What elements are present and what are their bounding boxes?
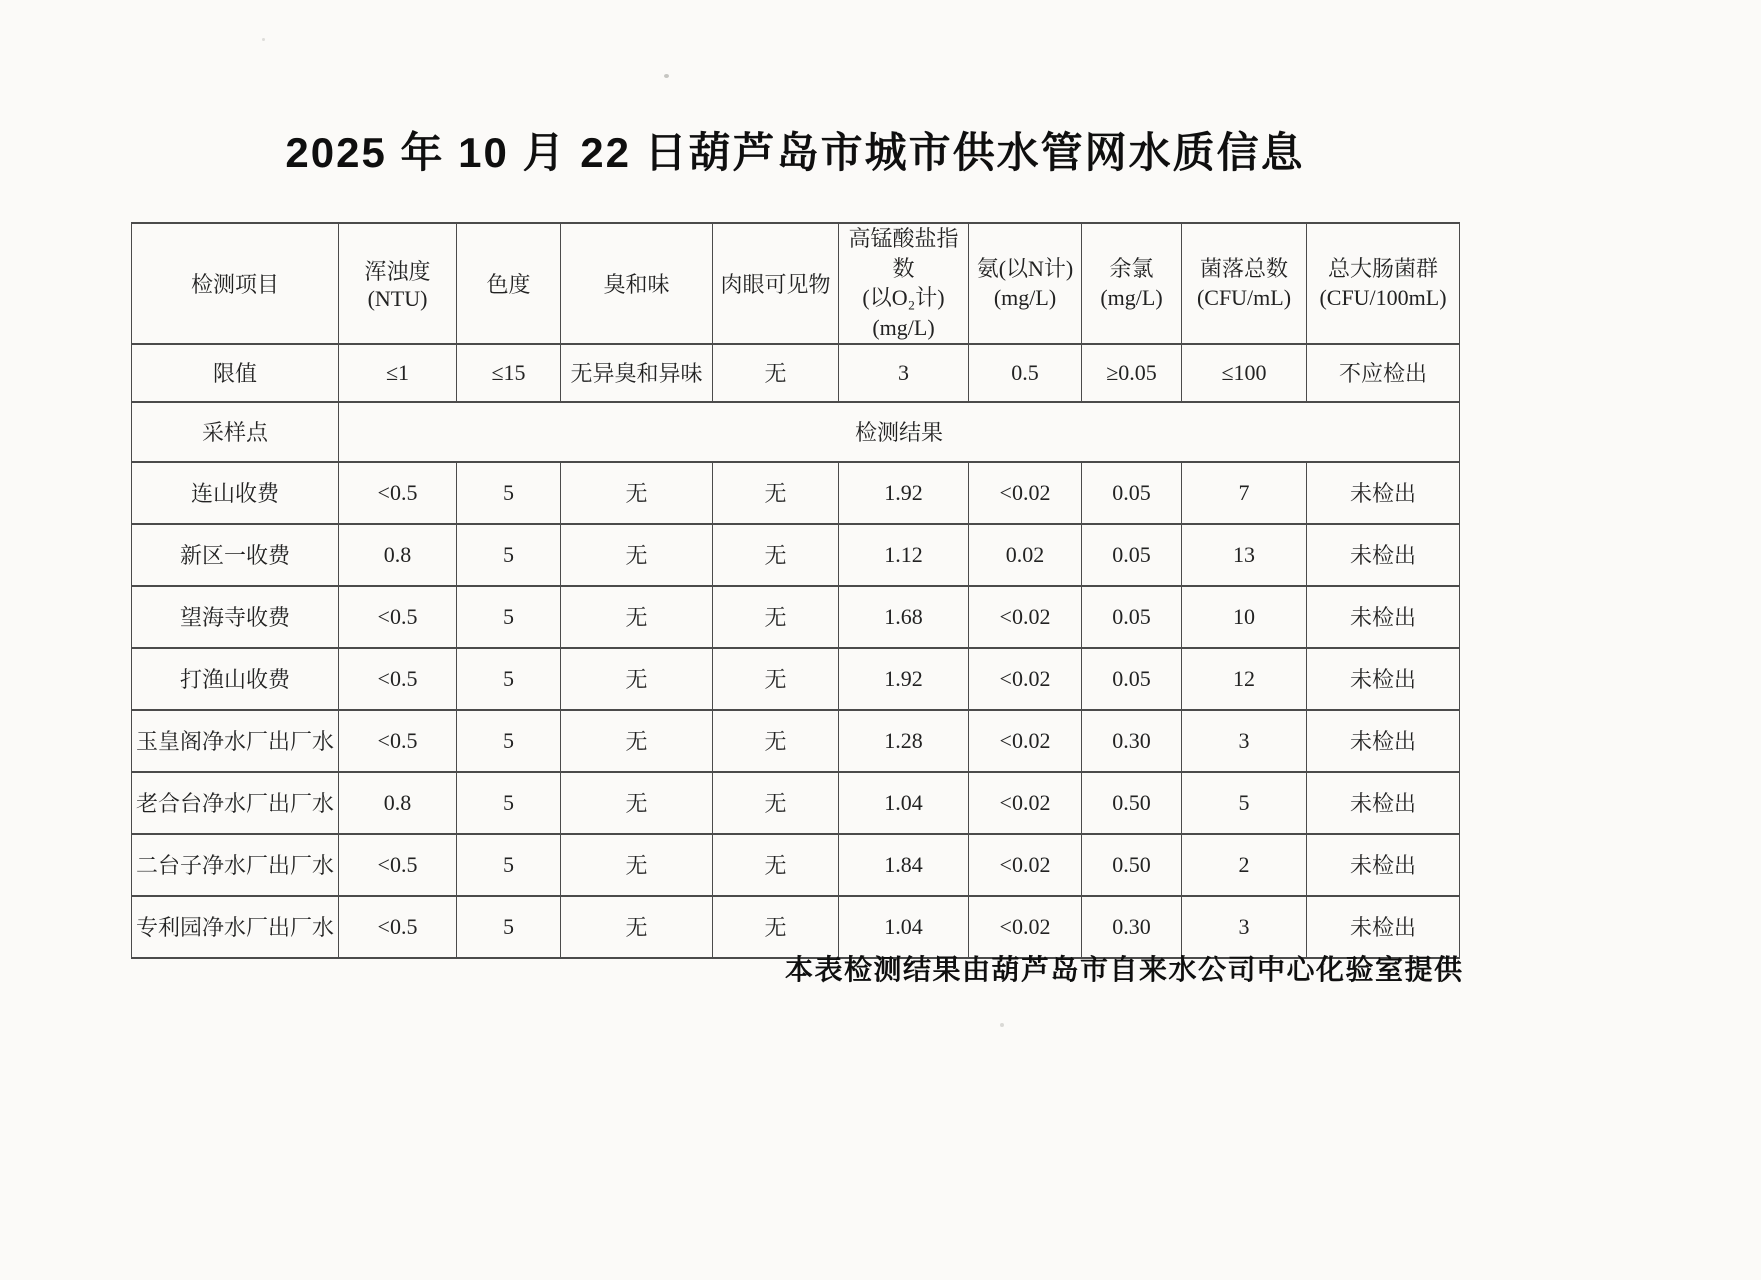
value-cell: 5	[457, 772, 561, 834]
value-cell: 0.8	[339, 772, 457, 834]
value-cell: 无	[713, 710, 839, 772]
value-cell: <0.02	[969, 462, 1082, 524]
result-label: 检测结果	[339, 402, 1460, 462]
header-cell-item: 检测项目	[132, 223, 339, 344]
value-cell: 无	[713, 772, 839, 834]
value-cell: 无	[561, 586, 713, 648]
value-cell: 无	[713, 586, 839, 648]
value-cell: <0.02	[969, 834, 1082, 896]
table-row	[132, 834, 1460, 896]
header-cell-colony: 菌落总数 (CFU/mL)	[1182, 223, 1307, 344]
sample-point-row	[132, 402, 1460, 462]
value-cell: <0.5	[339, 586, 457, 648]
limit-cell: ≤1	[339, 344, 457, 402]
site-cell: 二台子净水厂出厂水	[132, 834, 339, 896]
table-row	[132, 648, 1460, 710]
value-cell: 无	[561, 524, 713, 586]
value-cell: 0.30	[1082, 896, 1182, 958]
value-cell: 1.04	[839, 896, 969, 958]
header-cell-color: 色度	[457, 223, 561, 344]
limit-row	[132, 344, 1460, 402]
limit-cell: 0.5	[969, 344, 1082, 402]
site-cell: 望海寺收费	[132, 586, 339, 648]
value-cell: 0.50	[1082, 834, 1182, 896]
value-cell: 13	[1182, 524, 1307, 586]
site-cell: 专利园净水厂出厂水	[132, 896, 339, 958]
site-cell: 连山收费	[132, 462, 339, 524]
value-cell: 3	[1182, 896, 1307, 958]
value-cell: 5	[457, 710, 561, 772]
value-cell: 未检出	[1307, 524, 1460, 586]
limit-cell: ≥0.05	[1082, 344, 1182, 402]
value-cell: 无	[713, 648, 839, 710]
scan-speck	[262, 38, 265, 41]
limit-label: 限值	[132, 344, 339, 402]
value-cell: 未检出	[1307, 462, 1460, 524]
value-cell: 无	[561, 648, 713, 710]
value-cell: 无	[713, 896, 839, 958]
value-cell: 未检出	[1307, 710, 1460, 772]
footer-note: 本表检测结果由葫芦岛市自来水公司中心化验室提供	[785, 954, 1464, 985]
value-cell: 5	[457, 834, 561, 896]
value-cell: 5	[457, 524, 561, 586]
value-cell: <0.02	[969, 710, 1082, 772]
limit-cell: 不应检出	[1307, 344, 1460, 402]
value-cell: <0.5	[339, 462, 457, 524]
value-cell: 10	[1182, 586, 1307, 648]
value-cell: <0.02	[969, 772, 1082, 834]
scan-speck	[1000, 1023, 1004, 1027]
table-row	[132, 772, 1460, 834]
value-cell: 7	[1182, 462, 1307, 524]
table-row	[132, 710, 1460, 772]
limit-cell: 无异臭和异味	[561, 344, 713, 402]
value-cell: 无	[561, 710, 713, 772]
value-cell: <0.02	[969, 648, 1082, 710]
value-cell: 1.12	[839, 524, 969, 586]
value-cell: 未检出	[1307, 896, 1460, 958]
value-cell: 未检出	[1307, 586, 1460, 648]
header-row	[132, 223, 1460, 344]
header-cell-turbidity: 浑浊度(NTU)	[339, 223, 457, 344]
value-cell: 12	[1182, 648, 1307, 710]
table-row	[132, 586, 1460, 648]
value-cell: 5	[1182, 772, 1307, 834]
value-cell: 未检出	[1307, 772, 1460, 834]
value-cell: 1.04	[839, 772, 969, 834]
page-title: 2025 年 10 月 22 日葫芦岛市城市供水管网水质信息	[285, 129, 1305, 176]
site-cell: 新区一收费	[132, 524, 339, 586]
value-cell: 未检出	[1307, 648, 1460, 710]
value-cell: 无	[561, 834, 713, 896]
value-cell: 5	[457, 648, 561, 710]
value-cell: 无	[561, 462, 713, 524]
value-cell: 0.8	[339, 524, 457, 586]
value-cell: 0.02	[969, 524, 1082, 586]
value-cell: 0.05	[1082, 462, 1182, 524]
value-cell: 无	[561, 772, 713, 834]
value-cell: 1.92	[839, 462, 969, 524]
value-cell: 未检出	[1307, 834, 1460, 896]
value-cell: 0.05	[1082, 586, 1182, 648]
header-cell-coliform: 总大肠菌群 (CFU/100mL)	[1307, 223, 1460, 344]
value-cell: 1.68	[839, 586, 969, 648]
header-cell-visible: 肉眼可见物	[713, 223, 839, 344]
value-cell: 5	[457, 462, 561, 524]
value-cell: <0.02	[969, 896, 1082, 958]
value-cell: 1.92	[839, 648, 969, 710]
value-cell: 无	[713, 834, 839, 896]
value-cell: 无	[713, 462, 839, 524]
value-cell: 2	[1182, 834, 1307, 896]
header-cell-ammonia: 氨(以N计) (mg/L)	[969, 223, 1082, 344]
header-cell-odor: 臭和味	[561, 223, 713, 344]
value-cell: 1.28	[839, 710, 969, 772]
limit-cell: ≤100	[1182, 344, 1307, 402]
water-quality-table	[131, 222, 1460, 959]
site-cell: 老合台净水厂出厂水	[132, 772, 339, 834]
value-cell: <0.5	[339, 896, 457, 958]
value-cell: 无	[561, 896, 713, 958]
scan-speck	[664, 74, 669, 78]
site-cell: 打渔山收费	[132, 648, 339, 710]
value-cell: <0.5	[339, 834, 457, 896]
value-cell: 无	[713, 524, 839, 586]
value-cell: <0.5	[339, 648, 457, 710]
value-cell: 0.05	[1082, 524, 1182, 586]
value-cell: 1.84	[839, 834, 969, 896]
value-cell: 0.05	[1082, 648, 1182, 710]
value-cell: 0.30	[1082, 710, 1182, 772]
site-cell: 玉皇阁净水厂出厂水	[132, 710, 339, 772]
table-row	[132, 462, 1460, 524]
header-cell-chlorine: 余氯 (mg/L)	[1082, 223, 1182, 344]
limit-cell: ≤15	[457, 344, 561, 402]
value-cell: 5	[457, 586, 561, 648]
table-row	[132, 524, 1460, 586]
value-cell: 3	[1182, 710, 1307, 772]
value-cell: <0.5	[339, 710, 457, 772]
value-cell: 0.50	[1082, 772, 1182, 834]
limit-cell: 3	[839, 344, 969, 402]
value-cell: 5	[457, 896, 561, 958]
limit-cell: 无	[713, 344, 839, 402]
sample-point-label: 采样点	[132, 402, 339, 462]
value-cell: <0.02	[969, 586, 1082, 648]
header-cell-permanganate: 高锰酸盐指数 (以O₂计) (mg/L)	[839, 223, 969, 344]
